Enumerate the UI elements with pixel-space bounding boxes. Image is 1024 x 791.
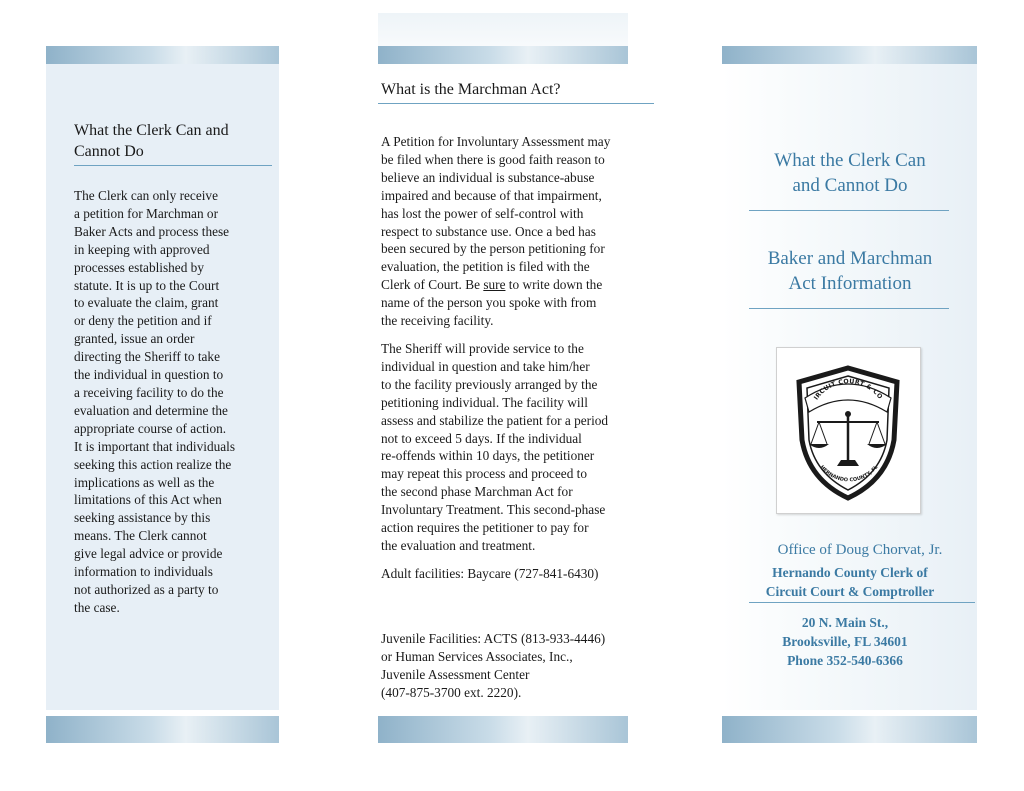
- marchman-p2-line: the second phase Marchman Act for: [381, 484, 573, 500]
- sure-underlined: sure: [483, 277, 506, 293]
- left-body-line: implications as well as the: [74, 474, 215, 490]
- juvenile-line: (407-875-3700 ext. 2220).: [381, 684, 522, 700]
- seal-text-bottom: HERNANDO COUNTY, FL: [818, 464, 880, 484]
- clerk-seal-frame: [776, 347, 921, 514]
- marchman-p2-line: may repeat this process and proceed to: [381, 466, 588, 482]
- adult-facilities: Adult facilities: Baycare (727-841-6430): [381, 565, 599, 581]
- clerk-title-line2: Circuit Court & Comptroller: [765, 584, 935, 599]
- left-body-line: a receiving facility to do the: [74, 384, 224, 400]
- middle-body-text: [381, 133, 656, 593]
- marchman-p1-line: evaluation, the petition is filed with the: [381, 259, 590, 275]
- left-body-line: granted, issue an order: [74, 331, 195, 347]
- cover-title-acts-line2: Act Information: [788, 273, 912, 294]
- cover-title-clerk-line2: and Cannot Do: [792, 175, 908, 196]
- marchman-p2-line: The Sheriff will provide service to the: [381, 340, 584, 356]
- cover-title-acts-line1: Baker and Marchman: [767, 248, 933, 269]
- cover-rule-1: [749, 210, 949, 211]
- left-body-line: means. The Clerk cannot: [74, 528, 207, 544]
- clerk-seal-icon: [777, 348, 920, 513]
- left-body-line: or deny the petition and if: [74, 313, 212, 329]
- address-block: [735, 613, 955, 670]
- left-body-line: not authorized as a party to: [74, 581, 219, 597]
- left-body-line: The Clerk can only receive: [74, 188, 218, 203]
- marchman-p1-line: been secured by the person petitioning for: [381, 241, 605, 257]
- seal-text-top: IRCUIT COURT & CO: [812, 378, 884, 402]
- left-body-line: a petition for Marchman or: [74, 205, 218, 221]
- juvenile-line: Juvenile Facilities: ACTS (813-933-4446): [381, 631, 606, 646]
- marchman-p2-line: individual in question and take him/her: [381, 358, 590, 374]
- left-bottom-bar: [46, 716, 279, 743]
- marchman-paragraph-1: [381, 133, 656, 330]
- left-body-line: statute. It is up to the Court: [74, 277, 220, 293]
- marchman-p2-line: the evaluation and treatment.: [381, 537, 536, 553]
- right-bottom-bar: [722, 716, 977, 743]
- middle-bottom-bar: [378, 716, 628, 743]
- left-heading-line1: What the Clerk Can and: [74, 122, 229, 139]
- phone-number: Phone 352-540-6366: [787, 653, 903, 668]
- left-body-line: in keeping with approved: [74, 241, 210, 257]
- marchman-p2-line: not to exceed 5 days. If the individual: [381, 430, 582, 446]
- juvenile-facilities: [381, 630, 656, 702]
- left-body-line: seeking this action realize the: [74, 456, 232, 472]
- left-body-line: It is important that individuals: [74, 438, 236, 454]
- marchman-p2-line: petitioning individual. The facility will: [381, 394, 588, 410]
- marchman-p1-tail-line: the receiving facility.: [381, 313, 494, 329]
- left-heading: [74, 120, 274, 162]
- marchman-paragraph-2: [381, 340, 656, 555]
- left-heading-rule: [74, 165, 272, 166]
- middle-heading-rule: [378, 103, 654, 104]
- juvenile-line: or Human Services Associates, Inc.,: [381, 648, 573, 664]
- marchman-p2-line: action requires the petitioner to pay for: [381, 520, 589, 536]
- left-body-line: to evaluate the claim, grant: [74, 295, 219, 311]
- marchman-p1-line: has lost the power of self-control with: [381, 205, 584, 221]
- left-body-line: the case.: [74, 599, 120, 615]
- cover-title-clerk: [740, 148, 960, 198]
- cover-rule-2: [749, 308, 949, 309]
- marchman-p2-line: re-offends within 10 days, the petitioner: [381, 448, 595, 464]
- left-heading-line2: Cannot Do: [74, 143, 144, 160]
- juvenile-line: Juvenile Assessment Center: [381, 666, 530, 682]
- left-body-line: evaluation and determine the: [74, 402, 228, 418]
- middle-top-bar: [378, 46, 628, 64]
- left-body-line: processes established by: [74, 259, 204, 275]
- marchman-p2-line: to the facility previously arranged by the: [381, 376, 598, 392]
- left-top-bar: [46, 46, 279, 64]
- address-line2: Brooksville, FL 34601: [782, 634, 908, 649]
- cover-title-clerk-line1: What the Clerk Can: [774, 150, 926, 171]
- right-top-bar: [722, 46, 977, 64]
- left-body-line: appropriate course of action.: [74, 420, 227, 436]
- office-name: Office of Doug Chorvat, Jr.: [777, 542, 943, 558]
- left-body-line: limitations of this Act when: [74, 492, 222, 508]
- marchman-p1-line: impaired and because of that impairment,: [381, 187, 602, 203]
- clerk-title-line1: Hernando County Clerk of: [772, 565, 928, 580]
- marchman-p1-line: be filed when there is good faith reason to: [381, 151, 605, 167]
- left-body-line: give legal advice or provide: [74, 546, 223, 562]
- left-body-line: Baker Acts and process these: [74, 223, 230, 239]
- clerk-title: [740, 563, 960, 601]
- middle-heading: What is the Marchman Act?: [381, 81, 561, 98]
- clerk-line-post: to write down the: [505, 277, 603, 293]
- left-body-text: [74, 187, 274, 617]
- address-line1: 20 N. Main St.,: [801, 615, 889, 630]
- marchman-p1-line: A Petition for Involuntary Assessment may: [381, 134, 611, 149]
- marchman-p1-line: believe an individual is substance-abuse: [381, 169, 595, 185]
- left-body-line: directing the Sheriff to take: [74, 349, 220, 365]
- marchman-p1-tail-line: name of the person you spoke with from: [381, 295, 597, 311]
- marchman-p2-line: Involuntary Treatment. This second-phase: [381, 502, 606, 518]
- marchman-p1-line: respect to substance use. Once a bed has: [381, 223, 596, 239]
- cover-rule-3: [749, 602, 975, 603]
- marchman-p2-line: assess and stabilize the patient for a period: [381, 412, 609, 428]
- left-body-line: the individual in question to: [74, 367, 224, 383]
- cover-title-acts: [740, 246, 960, 296]
- left-body-line: seeking assistance by this: [74, 510, 211, 526]
- left-body-line: information to individuals: [74, 564, 213, 580]
- clerk-line-pre: Clerk of Court. Be: [381, 277, 484, 293]
